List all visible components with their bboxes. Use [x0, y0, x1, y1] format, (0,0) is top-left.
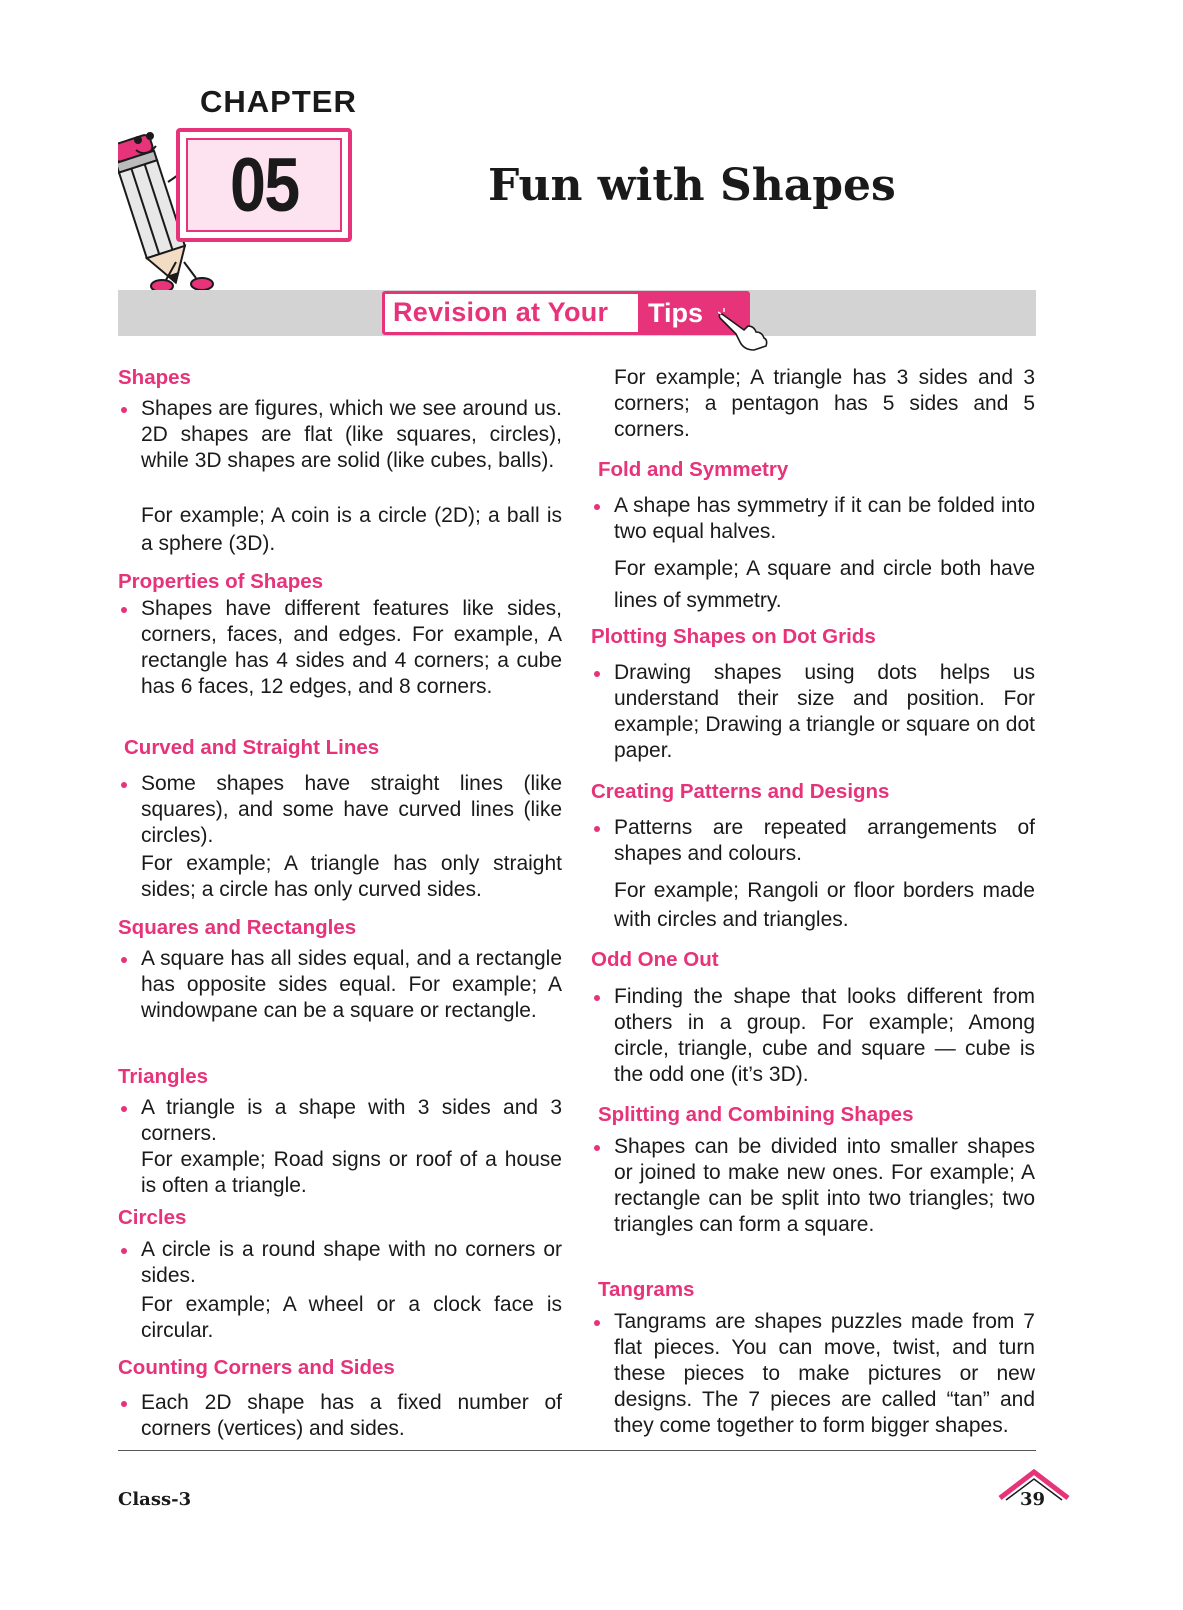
bullet-icon — [594, 1145, 600, 1151]
section-heading-fold-symmetry: Fold and Symmetry — [598, 458, 789, 481]
section-heading-patterns: Creating Patterns and Designs — [591, 780, 890, 803]
fold-symmetry-example: For example; A square and circle both have lines of symmetry. — [614, 557, 1035, 612]
bullet-icon — [121, 407, 127, 413]
section-heading-squares: Squares and Rectangles — [118, 916, 357, 939]
bullet-icon — [121, 1401, 127, 1407]
section-heading-tangrams: Tangrams — [598, 1278, 695, 1301]
bullet-icon — [594, 504, 600, 510]
tangrams-text: Tangrams are shapes puzzles made from 7 flat pieces. You can move, twist, and turn these pieces to make pictures or new designs. The 7 pieces are called “tan” and they come together to form bigger shapes. — [614, 1310, 1035, 1437]
section-heading-odd-one-out: Odd One Out — [591, 948, 719, 971]
bullet-icon — [594, 671, 600, 677]
curved-lines-example: For example; A triangle has only straight sides; a circle has only curved sides. — [141, 852, 562, 901]
counting-example: For example; A triangle has 3 sides and 3 corners; a pentagon has 5 sides and 5 corners. — [614, 366, 1035, 441]
chapter-number-box — [176, 128, 352, 242]
squares-text: A square has all sides equal, and a rectangle has opposite sides equal. For example; A windowpane can be a square or rectangle. — [141, 947, 562, 1022]
splitting-text: Shapes can be divided into smaller shapes or joined to make new ones. For example; A rectangle can be split into two triangles; two triangles can form a square. — [614, 1135, 1035, 1236]
triangles-example: For example; Road signs or roof of a house is often a triangle. — [141, 1148, 562, 1197]
section-heading-dot-grids: Plotting Shapes on Dot Grids — [591, 625, 876, 648]
bullet-icon — [121, 782, 127, 788]
page-number: 39 — [1020, 1489, 1046, 1510]
patterns-text: Patterns are repeated arrangements of shapes and colours. — [614, 816, 1035, 865]
counting-text: Each 2D shape has a fixed number of corners (vertices) and sides. — [141, 1391, 562, 1440]
circles-example: For example; A wheel or a clock face is circular. — [141, 1293, 562, 1342]
bullet-icon — [121, 957, 127, 963]
triangles-text: A triangle is a shape with 3 sides and 3 corners. — [141, 1096, 562, 1145]
revision-banner-text: Revision at Your — [393, 297, 609, 327]
bullet-icon — [121, 607, 127, 613]
revision-banner-tips: Tips — [638, 293, 748, 333]
properties-text: Shapes have different features like sides, corners, faces, and edges. For example, A rectangle has 4 sides and 4 corners; a cube has 6 faces, 12 edges, and 8 corners. — [141, 597, 562, 698]
shapes-text: Shapes are figures, which we see around us. 2D shapes are flat (like squares, circles), while 3D shapes are solid (like cubes, balls). — [141, 397, 562, 472]
dot-grids-text: Drawing shapes using dots helps us understand their size and position. For example; Drawing a triangle or square on dot paper. — [614, 661, 1035, 762]
section-heading-counting: Counting Corners and Sides — [118, 1356, 395, 1379]
pointing-hand-icon — [718, 308, 770, 352]
page-title: Fun with Shapes — [488, 160, 896, 211]
bullet-icon — [121, 1248, 127, 1254]
patterns-example: For example; Rangoli or floor borders made with circles and triangles. — [614, 879, 1035, 931]
circles-text: A circle is a round shape with no corners or sides. — [141, 1238, 562, 1287]
curved-lines-text: Some shapes have straight lines (like squares), and some have curved lines (like circles). — [141, 772, 562, 847]
class-label: Class-3 — [118, 1489, 192, 1510]
bullet-icon — [121, 1106, 127, 1112]
footer-divider — [118, 1450, 1036, 1451]
chapter-label: CHAPTER — [200, 84, 357, 119]
chapter-number: 05 — [229, 142, 299, 228]
bullet-icon — [594, 826, 600, 832]
odd-one-out-text: Finding the shape that looks different from others in a group. For example; Among circle, triangle, cube and square — cube is the odd one (it’s 3D). — [614, 985, 1035, 1086]
bullet-icon — [594, 1320, 600, 1326]
section-heading-splitting: Splitting and Combining Shapes — [598, 1103, 914, 1126]
section-heading-shapes: Shapes — [118, 366, 191, 389]
fold-symmetry-text: A shape has symmetry if it can be folded into two equal halves. — [614, 494, 1035, 543]
section-heading-curved-lines: Curved and Straight Lines — [124, 736, 380, 759]
section-heading-properties: Properties of Shapes — [118, 570, 324, 593]
shapes-example: For example; A coin is a circle (2D); a ball is a sphere (3D). — [141, 504, 562, 555]
bullet-icon — [594, 995, 600, 1001]
section-heading-triangles: Triangles — [118, 1065, 209, 1088]
section-heading-circles: Circles — [118, 1206, 187, 1229]
